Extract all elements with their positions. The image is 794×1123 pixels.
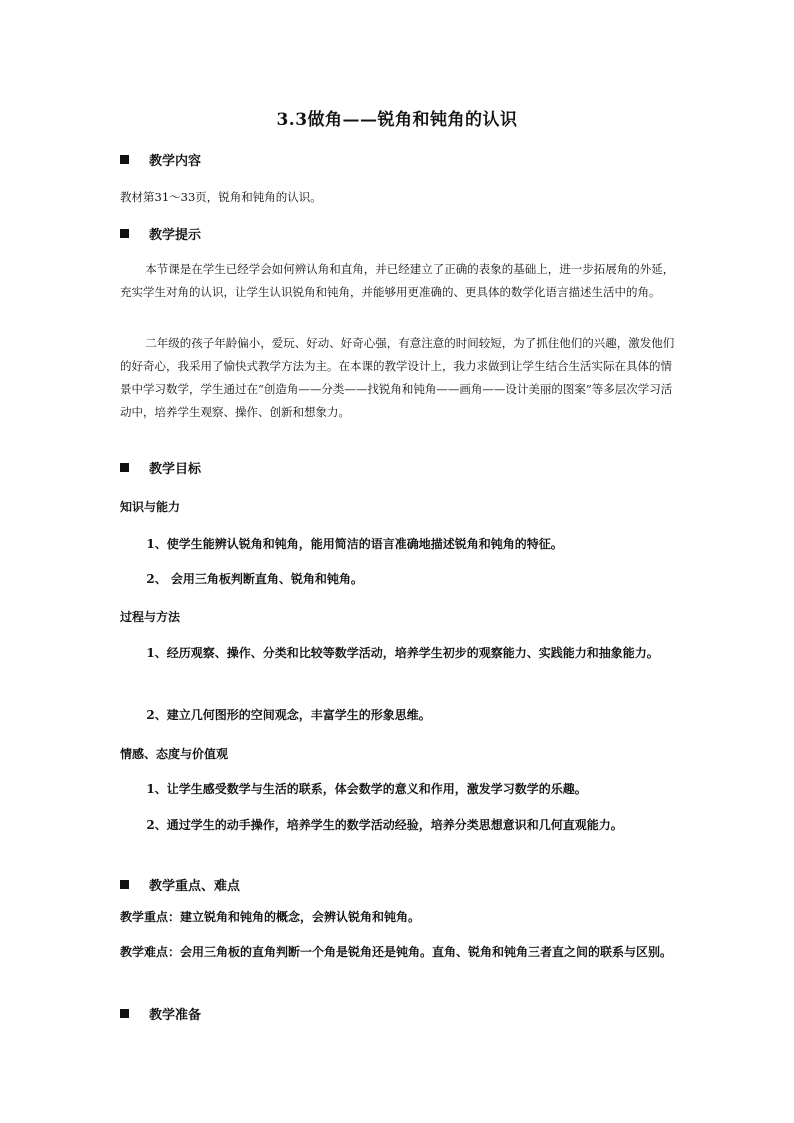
heading-text: 教学提示 <box>149 228 202 243</box>
hints-paragraph-1: 本节课是在学生已经学会如何辨认角和直角，并已经建立了正确的表象的基础上，进一步拓展角的外延，充实学生对角的认识，让学生认识锐角和钝角，并能够用更准确的、更具体的数学化语言描述生活中的角。 <box>120 262 675 299</box>
heading-text: 教学准备 <box>149 1008 202 1023</box>
bullet-square-icon <box>120 1009 129 1018</box>
goals-emotion-label: 情感、态度与价值观 <box>120 747 229 761</box>
content-paragraph: 教材第31～33页，锐角和钝角的认识。 <box>120 190 322 204</box>
section-heading-prep <box>120 1004 676 1023</box>
heading-text: 教学目标 <box>149 462 202 477</box>
keypoints-focus: 教学重点：建立锐角和钝角的概念，会辨认锐角和钝角。 <box>120 910 421 924</box>
bullet-square-icon <box>120 880 129 889</box>
goals-emotion-item-2: 2、通过学生的动手操作，培养学生的数学活动经验，培养分类思想意识和几何直观能力。 <box>146 818 623 832</box>
goals-process-label: 过程与方法 <box>120 610 181 624</box>
goals-emotion-item-1: 1、让学生感受数学与生活的联系，体会数学的意义和作用，激发学习数学的乐趣。 <box>146 782 587 796</box>
bullet-square-icon <box>120 155 129 164</box>
section-heading-keypoints <box>120 875 676 894</box>
document-title: 3.3做角——锐角和钝角的认识 <box>276 110 518 130</box>
bullet-square-icon <box>120 463 129 472</box>
goals-knowledge-item-1: 1、使学生能辨认锐角和钝角，能用简洁的语言准确地描述锐角和钝角的特征。 <box>146 537 563 551</box>
section-heading-hints <box>120 224 676 243</box>
keypoints-difficulty: 教学难点：会用三角板的直角判断一个角是锐角还是钝角。直角、锐角和钝角三者直之间的联系与区别。 <box>120 945 673 959</box>
heading-text: 教学重点、难点 <box>149 879 241 894</box>
section-heading-content <box>120 150 676 169</box>
goals-knowledge-item-2: 2、 会用三角板判断直角、锐角和钝角。 <box>146 572 363 586</box>
hints-paragraph-2: 二年级的孩子年龄偏小，爱玩、好动、好奇心强，有意注意的时间较短，为了抓住他们的兴趣，激发他们的好奇心，我采用了愉快式教学方法为主。在本课的教学设计上，我力求做到让学生结合生活实际在具体的情景中学习数学，学生通过在“创造角——分类——找锐角和钝角——画角——设计美丽的图案”等多层次学习活动中，培养学生观察、操作、创新和想象力。 <box>120 336 675 419</box>
bullet-square-icon <box>120 229 129 238</box>
section-heading-goals <box>120 458 676 477</box>
goals-knowledge-label: 知识与能力 <box>120 500 181 514</box>
goals-process-item-1: 1、经历观察、操作、分类和比较等数学活动，培养学生初步的观察能力、实践能力和抽象能力。 <box>146 646 659 660</box>
heading-text: 教学内容 <box>149 154 202 169</box>
goals-process-item-2: 2、建立几何图形的空间观念，丰富学生的形象思维。 <box>146 708 431 722</box>
